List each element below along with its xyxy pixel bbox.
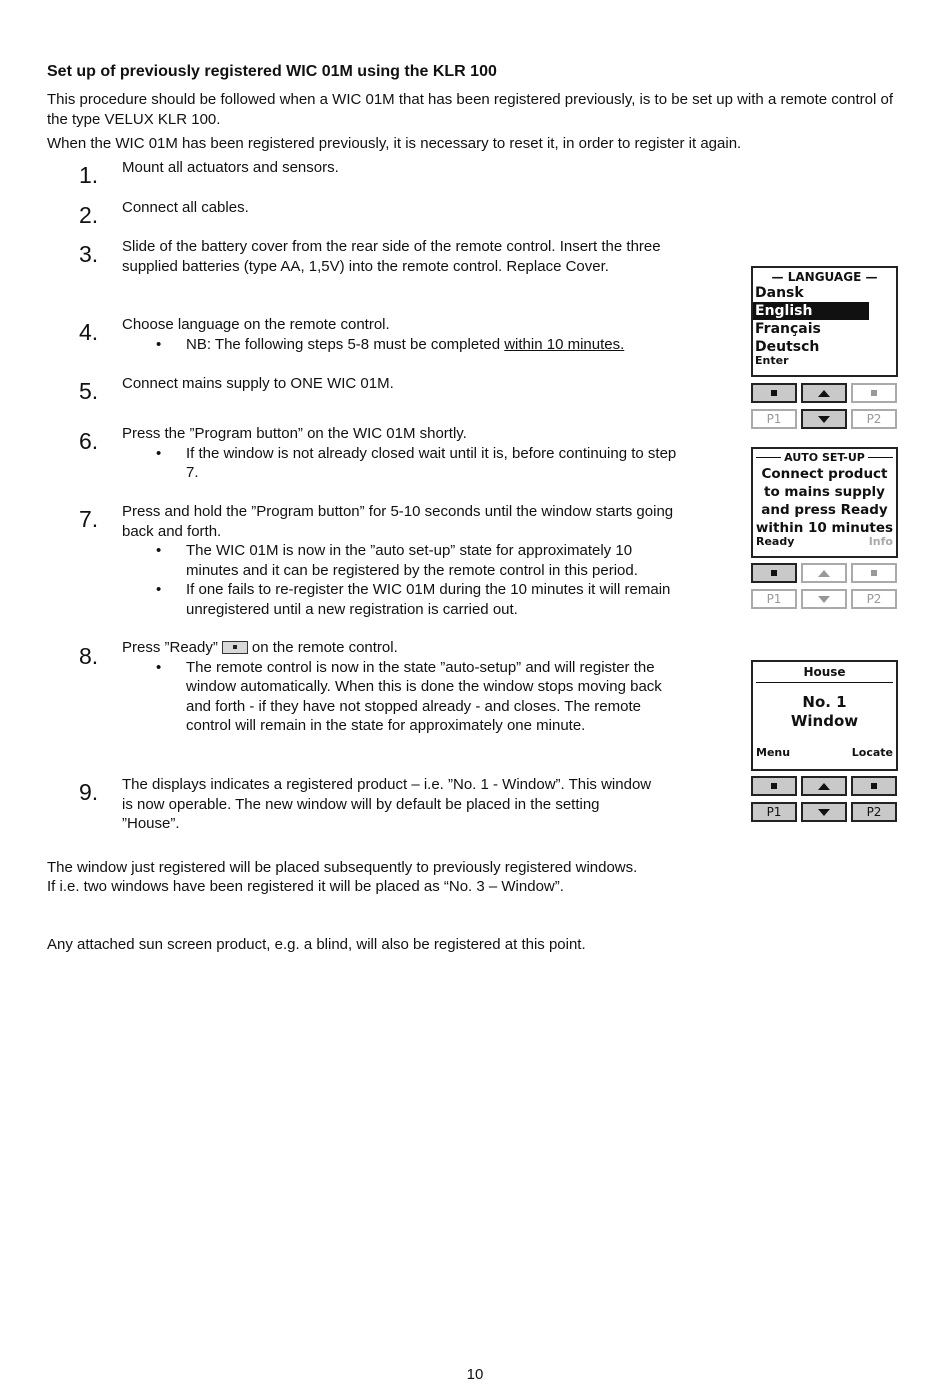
house-screen-line-1: No. 1 — [802, 693, 847, 711]
keypad-2-p1-key: P1 — [751, 589, 797, 609]
keypad-3-down-key — [801, 802, 847, 822]
house-screen-line-2: Window — [790, 712, 859, 730]
step-text-7: Press and hold the ”Program button” for 5-10 seconds until the window starts going back and forth. — [122, 503, 674, 540]
keypad-1-p2-key: P2 — [851, 409, 897, 429]
step-4-bullet-underlined: within 10 minutes. — [504, 335, 625, 353]
keypad-3-p2-key: P2 — [851, 802, 897, 822]
step-7-bullet-1: • The WIC 01M is now in the ”auto set-up” state for approximately 10 minutes and it can be registered by the remote control in this period. — [122, 541, 682, 580]
intro-paragraph-2: When the WIC 01M has been registered previously, it is necessary to reset it, in order to register it again. — [47, 135, 742, 152]
auto-setup-screen — [751, 447, 898, 558]
keypad-1-up-key — [801, 383, 847, 403]
keypad-1 — [751, 383, 900, 433]
step-7-bullet-2: • If one fails to re-register the WIC 01M during the 10 minutes it will remain unregistered until a new registration is carried out. — [122, 580, 682, 619]
step-6-bullet-1: • If the window is not already closed wait until it is, before continuing to step 7. — [122, 444, 682, 483]
auto-setup-line-2: to mains supply — [764, 484, 885, 500]
step-text-3: Slide of the battery cover from the rear side of the remote control. Insert the three supplied batteries (type AA, 1,5V) into the remote control. Replace Cover. — [122, 238, 661, 275]
keypad-3-right-softkey — [851, 776, 897, 796]
house-screen — [751, 660, 898, 771]
house-screen-rule — [756, 682, 893, 683]
language-option-english: English — [753, 302, 869, 320]
header-rule-left — [756, 457, 781, 458]
step-text-6: Press the ”Program button” on the WIC 01M shortly. — [122, 425, 467, 442]
auto-setup-message — [753, 465, 896, 537]
keypad-2-up-key — [801, 563, 847, 583]
step-number-4: 4. — [79, 319, 99, 345]
auto-setup-line-4: within 10 minutes — [755, 520, 894, 536]
keypad-2 — [751, 563, 900, 613]
intro-paragraph-1: This procedure should be followed when a WIC 01M that has been registered previously, is to be set up with a remote control of the type VELUX KLR 100. — [47, 91, 894, 128]
outro-line-1: The window just registered will be placed subsequently to previously registered windows. — [47, 859, 638, 876]
step-text-8 — [122, 638, 682, 658]
step-block-8 — [122, 638, 682, 736]
step-number-6: 6. — [79, 428, 99, 454]
outro-line-2: If i.e. two windows have been registered it will be placed as “No. 3 – Window”. — [47, 878, 564, 895]
step-8-text-before: Press ”Ready” — [122, 639, 218, 656]
keypad-2-p2-key: P2 — [851, 589, 897, 609]
language-option-francais: Français — [755, 321, 821, 337]
language-screen-header: — LANGUAGE — — [771, 270, 878, 284]
keypad-1-right-softkey — [851, 383, 897, 403]
language-option-deutsch: Deutsch — [755, 339, 820, 355]
step-number-2: 2. — [79, 202, 99, 228]
step-4-bullet-text: NB: The following steps 5-8 must be completed — [186, 335, 505, 353]
step-text-1: Mount all actuators and sensors. — [122, 159, 339, 176]
page-heading: Set up of previously registered WIC 01M using the KLR 100 — [47, 63, 497, 80]
house-screen-footer-menu: Menu — [756, 746, 791, 759]
house-screen-footer-locate: Locate — [851, 746, 893, 759]
step-block-7 — [122, 502, 682, 619]
auto-setup-header: AUTO SET-UP — [784, 451, 865, 464]
keypad-2-right-softkey — [851, 563, 897, 583]
step-8-text-after: on the remote control. — [251, 639, 398, 656]
step-number-5: 5. — [79, 378, 99, 404]
auto-setup-line-3: and press Ready — [761, 502, 888, 518]
step-block-4 — [122, 315, 682, 354]
outro-line-3: Any attached sun screen product, e.g. a blind, will also be registered at this point. — [47, 936, 586, 953]
step-number-9: 9. — [79, 779, 99, 805]
keypad-2-down-key — [801, 589, 847, 609]
keypad-3-left-softkey — [751, 776, 797, 796]
step-4-bullet — [122, 335, 682, 355]
house-screen-header: House — [803, 665, 846, 679]
step-number-8: 8. — [79, 643, 99, 669]
keypad-2-left-softkey — [751, 563, 797, 583]
language-option-dansk: Dansk — [755, 285, 804, 301]
step-text-4: Choose language on the remote control. — [122, 316, 390, 333]
header-rule-right — [868, 457, 893, 458]
step-text-9: The displays indicates a registered product – i.e. ”No. 1 - Window”. This window is now operable. The new window will by default be placed in the setting ”House”. — [122, 776, 652, 832]
keypad-1-left-softkey — [751, 383, 797, 403]
keypad-3 — [751, 776, 900, 826]
step-text-5: Connect mains supply to ONE WIC 01M. — [122, 375, 394, 392]
step-number-1: 1. — [79, 162, 99, 188]
step-8-bullet-1: • The remote control is now in the state ”auto-setup” and will register the window automatically. When this is done the window stops moving back and forth - if they have not stopped already - and closes. The remote control will remain in the state for approximately one minute. — [122, 658, 682, 736]
keypad-1-down-key — [801, 409, 847, 429]
auto-setup-header-row — [753, 451, 896, 464]
step-number-3: 3. — [79, 241, 99, 267]
auto-setup-footer-ready: Ready — [756, 535, 795, 548]
language-screen — [751, 266, 898, 377]
step-text-2: Connect all cables. — [122, 199, 249, 216]
language-screen-footer-enter: Enter — [755, 354, 789, 367]
step-block-6 — [122, 424, 682, 483]
page-number: 10 — [466, 1366, 484, 1383]
house-screen-product — [753, 693, 896, 731]
auto-setup-footer-info: Info — [868, 535, 893, 548]
ready-button-icon — [222, 641, 248, 654]
keypad-3-p1-key: P1 — [751, 802, 797, 822]
auto-setup-line-1: Connect product — [761, 466, 888, 482]
keypad-3-up-key — [801, 776, 847, 796]
step-number-7: 7. — [79, 506, 99, 532]
keypad-1-p1-key: P1 — [751, 409, 797, 429]
house-screen-footer — [753, 746, 896, 759]
